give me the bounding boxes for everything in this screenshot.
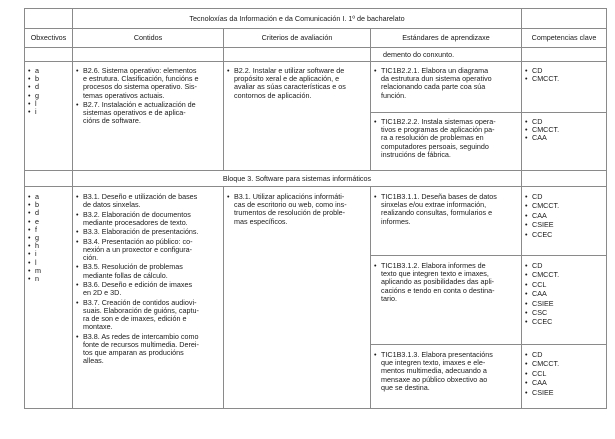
- b3-objectives-cell: [24, 186, 73, 409]
- objective-item: • b: [28, 201, 41, 209]
- competence-item: • CMCCT.: [525, 126, 559, 134]
- content-item: • B3.4. Presentación ao público: co- nexión a un proxector e configura- ción.: [76, 238, 199, 263]
- header-standards: Estándares de aprendizaxe: [402, 33, 490, 42]
- objective-item: • g: [28, 92, 39, 100]
- objective-item: • d: [28, 83, 39, 91]
- header-objectives: Obxectivos: [30, 33, 67, 42]
- content-item: • B3.1. Deseño e utilización de bases de datos sinxelas.: [76, 193, 199, 209]
- b3-standard-3-cell: [370, 344, 522, 409]
- content-item: • B3.2. Elaboración de documentos mediante procesadores de texto.: [76, 211, 199, 227]
- b2-objectives-cell: [24, 61, 73, 171]
- cont-contents-cell: [72, 47, 224, 62]
- b3-standard-1-cell: [370, 186, 522, 256]
- header-criteria-cell: [223, 28, 371, 48]
- b3-standard-3: [374, 351, 493, 392]
- competence-item: • CD: [525, 193, 559, 201]
- content-item: • B3.6. Deseño e edición de imaxes en 2D e 3D.: [76, 281, 199, 297]
- content-item: • B2.6. Sistema operativo: elementos e estrutura. Clasificación, funcións e procesos do sistema operativo. Sis- temas operativos actuais.: [76, 67, 198, 100]
- b3-title-right: [521, 170, 607, 187]
- objective-item: • l: [28, 100, 39, 108]
- b3-contents-cell: [72, 186, 224, 409]
- objective-item: • h: [28, 242, 41, 250]
- header-objectives-cell: [24, 28, 73, 48]
- content-item: • B3.3. Elaboración de presentacións.: [76, 228, 199, 236]
- objective-item: • g: [28, 234, 41, 242]
- competence-item: • CCEC: [525, 231, 559, 239]
- competence-item: • CSIEE: [525, 389, 559, 397]
- objective-item: • i: [28, 250, 41, 258]
- b3-standard-2: [374, 262, 494, 303]
- b3-competences-3: [525, 351, 559, 398]
- cont-standards-cell: [370, 47, 522, 62]
- b3-competences-1: [525, 193, 559, 240]
- b2-criteria-list: [227, 67, 346, 100]
- criterion-item: • B3.1. Utilizar aplicacións informáti- cas de escritorio ou web, como ins- trumentos de resolución de proble- mas específicos.: [227, 193, 347, 226]
- objective-item: • i: [28, 108, 39, 116]
- page-title: Tecnoloxías da Información e da Comunicación I. 1º de bacharelato: [189, 14, 405, 23]
- competence-item: • CSIEE: [525, 300, 559, 308]
- b2-objectives-list: [28, 67, 39, 116]
- title-cell-right: [521, 8, 607, 29]
- b3-title-left: [24, 170, 73, 187]
- criterion-item: • B2.2. Instalar e utilizar software de propósito xeral e de aplicación, e avaliar as súas características e os contornos de aplicación.: [227, 67, 346, 100]
- cont-objectives-cell: [24, 47, 73, 62]
- b2-competences-1: [525, 67, 559, 83]
- b3-objectives-list: [28, 193, 41, 283]
- competence-item: • CMCCT.: [525, 360, 559, 368]
- competence-item: • CMCCT.: [525, 271, 559, 279]
- b3-standard-1: [374, 193, 497, 226]
- b2-competences-2-cell: [521, 112, 607, 171]
- content-item: • B3.5. Resolución de problemas mediante follas de cálculo.: [76, 263, 199, 279]
- b3-competences-2-cell: [521, 255, 607, 345]
- competence-item: • CMCCT.: [525, 202, 559, 210]
- competence-item: • CSIEE: [525, 221, 559, 229]
- content-item: • B2.7. Instalación e actualización de sistemas operativos e de aplica- cións de software.: [76, 101, 198, 126]
- b2-contents-cell: [72, 61, 224, 171]
- competence-item: • CCL: [525, 281, 559, 289]
- b3-title-cell: [72, 170, 522, 187]
- content-item: • B3.7. Creación de contidos audiovi- suais. Elaboración de guións, captu- ra de son e de imaxes, edición e montaxe.: [76, 299, 199, 332]
- objective-item: • m: [28, 267, 41, 275]
- cont-competences-cell: [521, 47, 607, 62]
- standard-item: • TIC1B3.1.2. Elabora informes de texto que integren texto e imaxes, aplicando as posibilidades das apli- cacións e tendo en conta o destina- tario.: [374, 262, 494, 303]
- competence-item: • CAA: [525, 212, 559, 220]
- title-cell: [72, 8, 522, 29]
- header-contents: Contidos: [133, 33, 163, 42]
- objective-item: • b: [28, 75, 39, 83]
- objective-item: • f: [28, 226, 41, 234]
- objective-item: • e: [28, 218, 41, 226]
- b3-contents-list: [76, 193, 199, 367]
- cont-criteria-cell: [223, 47, 371, 62]
- objective-item: • a: [28, 193, 41, 201]
- b3-competences-3-cell: [521, 344, 607, 409]
- header-contents-cell: [72, 28, 224, 48]
- competence-item: • CCL: [525, 370, 559, 378]
- competence-item: • CMCCT.: [525, 75, 559, 83]
- header-competences-cell: [521, 28, 607, 48]
- standard-item: • TIC1B3.1.1. Deseña bases de datos sinxelas e/ou extrae información, realizando consultas, formularios e informes.: [374, 193, 497, 226]
- competence-item: • CAA: [525, 134, 559, 142]
- header-criteria: Criterios de avaliación: [261, 33, 333, 42]
- header-standards-cell: [370, 28, 522, 48]
- b2-criteria-cell: [223, 61, 371, 171]
- title-cell-left: [24, 8, 73, 29]
- standard-item: • TIC1B3.1.3. Elabora presentacións que integren texto, imaxes e ele- mentos multimedia, adecuando a mensaxe ao público obxectivo ao que se destina.: [374, 351, 493, 392]
- b2-contents-list: [76, 67, 198, 127]
- b2-standard-1: [374, 67, 492, 100]
- b3-competences-2: [525, 262, 559, 328]
- b2-standard-2: [374, 118, 496, 159]
- b2-standard-1-cell: [370, 61, 522, 113]
- competence-item: • CAA: [525, 379, 559, 387]
- b3-criteria-cell: [223, 186, 371, 409]
- b2-standard-2-cell: [370, 112, 522, 171]
- competence-item: • CD: [525, 262, 559, 270]
- objective-item: • l: [28, 259, 41, 267]
- b3-criteria-list: [227, 193, 347, 226]
- b3-standard-2-cell: [370, 255, 522, 345]
- content-item: • B3.8. As redes de intercambio como fonte de recursos multimedia. Derei- tos que amparan as producións alleas.: [76, 333, 199, 366]
- b2-competences-2: [525, 118, 559, 143]
- b3-competences-1-cell: [521, 186, 607, 256]
- continued-standard-text: demento do conxunto.: [383, 50, 455, 59]
- competence-item: • CD: [525, 351, 559, 359]
- objective-item: • a: [28, 67, 39, 75]
- objective-item: • d: [28, 209, 41, 217]
- objective-item: • n: [28, 275, 41, 283]
- header-competences: Competencias clave: [531, 33, 597, 42]
- competence-item: • CD: [525, 118, 559, 126]
- standard-item: • TIC1B2.2.1. Elabora un diagrama da estrutura dun sistema operativo relacionando cada parte coa súa función.: [374, 67, 492, 100]
- block3-title: Bloque 3. Software para sistemas informáticos: [222, 174, 372, 183]
- competence-item: • CD: [525, 67, 559, 75]
- competence-item: • CAA: [525, 290, 559, 298]
- standard-item: • TIC1B2.2.2. Instala sistemas opera- tivos e programas de aplicación pa- ra a resolución de problemas en computadores persoais, seguindo instrucións de fábrica.: [374, 118, 496, 159]
- b2-competences-1-cell: [521, 61, 607, 113]
- competence-item: • CSC: [525, 309, 559, 317]
- competence-item: • CCEC: [525, 318, 559, 326]
